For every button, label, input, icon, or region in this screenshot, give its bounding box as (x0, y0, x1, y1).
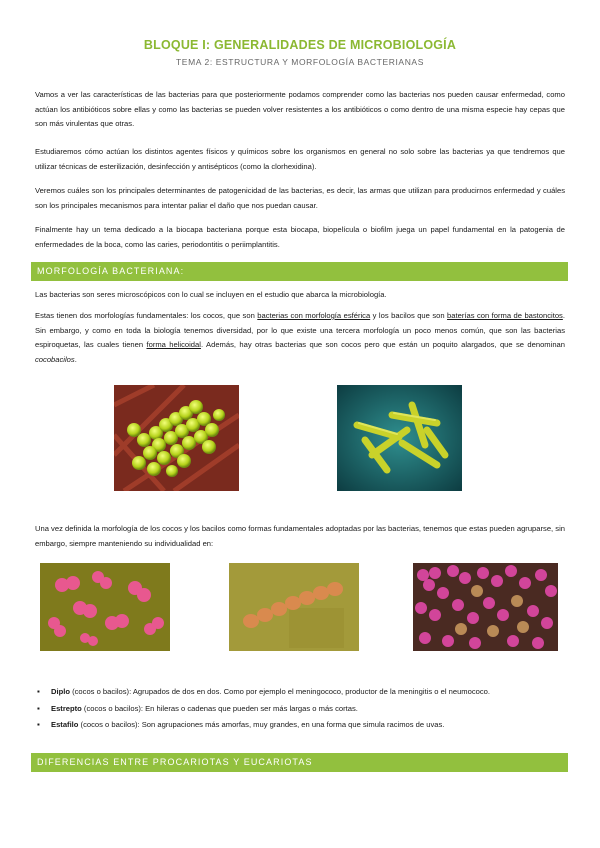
cocci-micrograph-image (114, 385, 239, 491)
agrupaciones-paragraph: Una vez definida la morfología de los cocos y los bacilos como formas fundamentales adoptadas por las bacterias, tenemos que estas pueden agruparse, sin embargo, siempre manteniendo su individualidad en: (35, 524, 565, 548)
staphylococci-micrograph-image (413, 563, 558, 651)
streptococci-micrograph-graphic (229, 563, 359, 651)
morfologia-paragraph-1: Las bacterias son seres microscópicos con lo cual se incluyen en el estudio que abarca la microbiología. (35, 290, 387, 299)
text-run: Estas tienen dos morfologías fundamentales: los cocos, que son (35, 311, 258, 320)
streptococci-micrograph-image (229, 563, 359, 651)
list-item-text: (cocos o bacilos): Son agrupaciones más amorfas, muy grandes, en una forma que simula racimos de uvas. (78, 720, 445, 729)
text-run: . Sin embargo, y como en toda la biología tenemos diversidad, por lo que existe una tercera morfología un poco menos común, que son las bacterias espiroquetas, las cuales tienen (35, 311, 565, 349)
list-item-estrepto (35, 702, 570, 717)
italic-term-cocobacilos: cocobacilos (35, 354, 75, 364)
underlined-term-bastoncitos: baterías con forma de bastoncitos (447, 311, 563, 320)
intro-paragraph-1: Vamos a ver las características de las bacterias para que posteriormente podamos comprender como las bacterias nos pueden causar enfermedad, como actúan los antibióticos sobre ellas y como las bacterias se pueden volver resistentes a los antibióticos o como dentro de una misma especie hay cepas que son más virulentas que otras. (35, 90, 565, 128)
intro-paragraph-2: Estudiaremos cómo actúan los distintos agentes físicos y químicos sobre los organismos en general no solo sobre las bacterias ya que tendremos que utilizar técnicas de esterilización, desinfección y antisépticos (como la clorhexidina). (35, 147, 565, 171)
section-heading-morfologia: MORFOLOGÍA BACTERIANA: (31, 262, 568, 281)
list-item-text: (cocos o bacilos): En hileras o cadenas que pueden ser más largas o más cortas. (81, 703, 358, 713)
list-item-estafilo (35, 718, 570, 733)
text-run: . Además, hay otras bacterias que son cocos pero que están un poquito alargados, que se denominan (200, 340, 565, 349)
document-title: BLOQUE I: GENERALIDADES DE MICROBIOLOGÍA (143, 38, 457, 52)
list-item-text: (cocos o bacilos): Agrupados de dos en dos. Como por ejemplo el meningococo, productor de la meningitis o el neumococo. (69, 687, 490, 696)
term-estrepto: Estrepto (51, 703, 82, 713)
diplococci-micrograph-graphic (40, 563, 170, 651)
bacilli-micrograph-image (337, 385, 462, 491)
diplococci-micrograph-image (40, 563, 170, 651)
bacilli-micrograph-graphic (337, 385, 462, 491)
intro-paragraph-4: Finalmente hay un tema dedicado a la biocapa bacteriana porque esta biocapa, biopelícula o biofilm juega un papel fundamental en la patogenia de enfermedades de la boca, como las caries, periodontitis o periimplantitis. (35, 225, 565, 249)
document-subtitle: TEMA 2: ESTRUCTURA Y MORFOLOGÍA BACTERIANAS (176, 57, 424, 67)
term-diplo: Diplo (51, 687, 70, 696)
text-run: y los bacilos que son (370, 311, 448, 320)
term-estafilo: Estafilo (51, 720, 79, 729)
intro-paragraph-3: Veremos cuáles son los principales determinantes de patogenicidad de las bacterias, es decir, las armas que utilizan para producirnos enfermedad y cuáles son los principales mecanismos para intentar paliar el daño que nos puedan causar. (35, 186, 565, 210)
morfologia-paragraph-2 (35, 309, 565, 367)
text-run: . (74, 354, 77, 364)
agrupaciones-list (35, 685, 570, 735)
underlined-term-helicoidal: forma helicoidal (146, 340, 201, 349)
cocci-micrograph-graphic (114, 385, 239, 491)
underlined-term-esferica: bacterias con morfología esférica (257, 311, 371, 320)
list-item-diplo (35, 685, 570, 700)
staphylococci-micrograph-graphic (413, 563, 558, 651)
section-heading-procariotas-eucariotas: DIFERENCIAS ENTRE PROCARIOTAS Y EUCARIOTAS (31, 753, 568, 772)
